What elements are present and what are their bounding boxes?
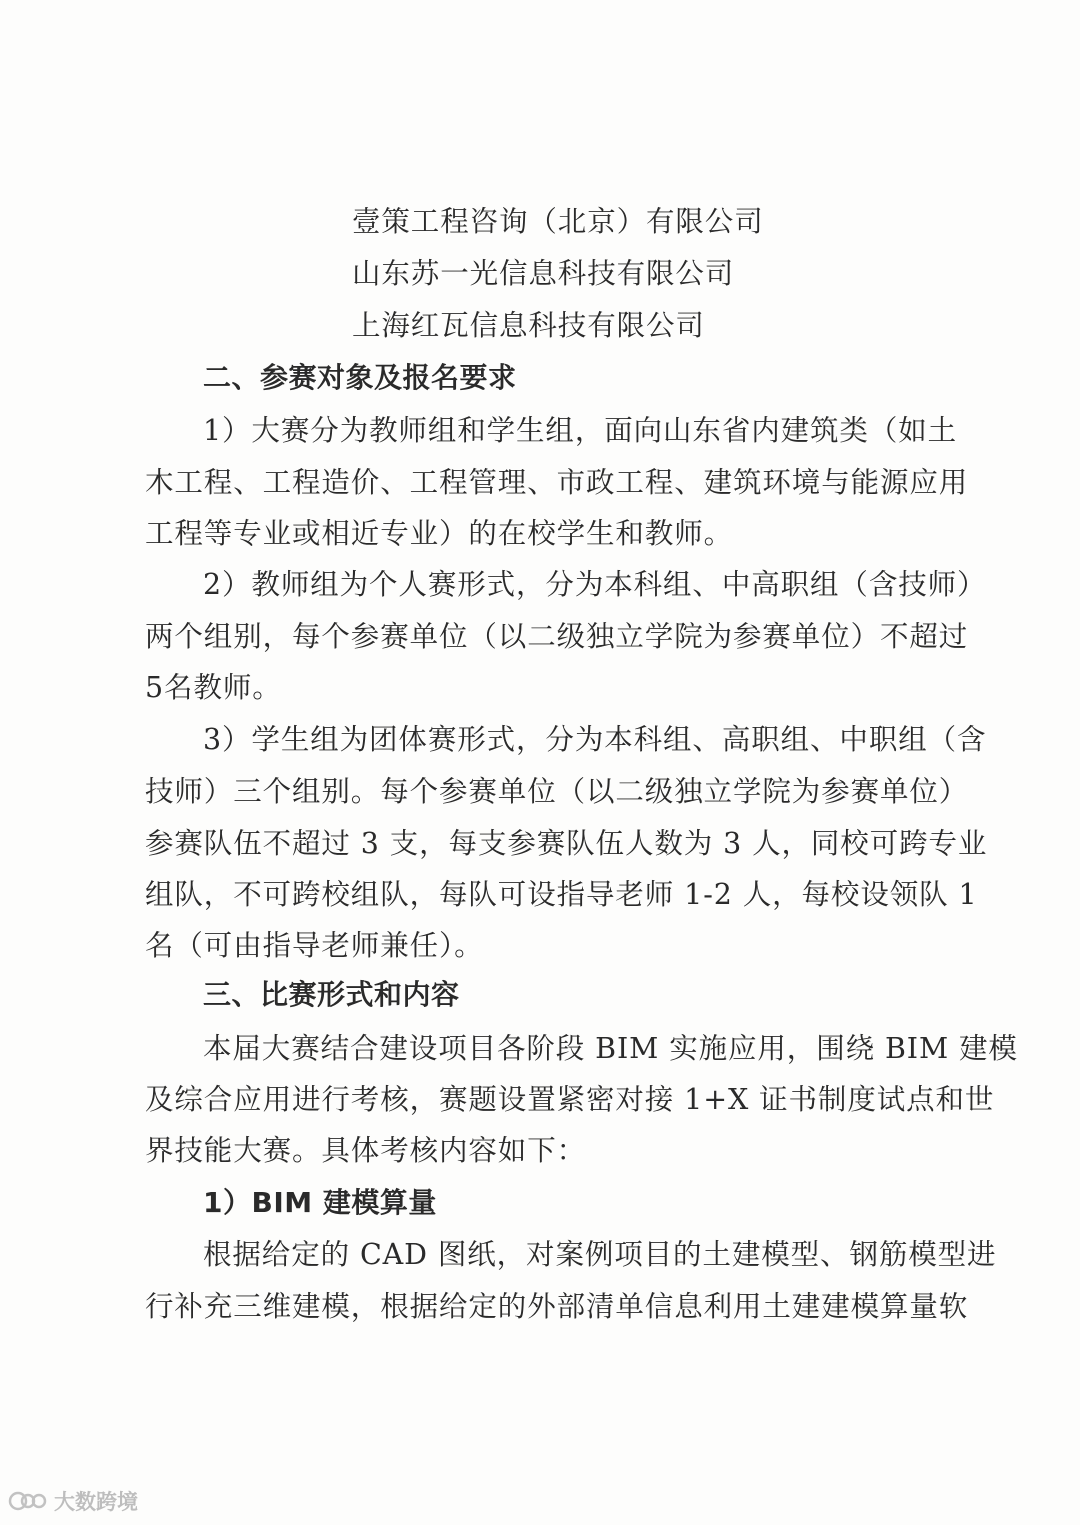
paragraph-line: 界技能大赛。具体考核内容如下：: [145, 1134, 587, 1167]
paragraph-line: 名（可由指导老师兼任）。: [145, 929, 484, 962]
paragraph-line: 5名教师。: [145, 671, 282, 704]
paragraph-line: 3）学生组为团体赛形式，分为本科组、高职组、中职组（含: [203, 723, 987, 756]
paragraph-line: 本届大赛结合建设项目各阶段 BIM 实施应用，围绕 BIM 建模: [203, 1032, 1018, 1065]
paragraph-line: 2）教师组为个人赛形式，分为本科组、中高职组（含技师）: [203, 568, 987, 601]
watermark-logo-icon: [8, 1489, 48, 1513]
paragraph-line: 1）大赛分为教师组和学生组，面向山东省内建筑类（如土: [203, 414, 958, 447]
company-name: 上海红瓦信息科技有限公司: [352, 309, 705, 342]
section-heading: 二、参赛对象及报名要求: [203, 361, 517, 394]
paragraph-line: 工程等专业或相近专业）的在校学生和教师。: [145, 517, 734, 550]
company-name: 壹策工程咨询（北京）有限公司: [352, 205, 764, 238]
company-name: 山东苏一光信息科技有限公司: [352, 257, 735, 290]
paragraph-line: 行补充三维建模，根据给定的外部清单信息利用土建建模算量软: [145, 1290, 969, 1323]
paragraph-line: 根据给定的 CAD 图纸，对案例项目的土建模型、钢筋模型进: [203, 1238, 997, 1271]
paragraph-line: 参赛队伍不超过 3 支，每支参赛队伍人数为 3 人，同校可跨专业: [145, 827, 988, 860]
paragraph-line: 组队，不可跨校组队，每队可设指导老师 1-2 人，每校设领队 1: [145, 878, 978, 911]
section-heading: 三、比赛形式和内容: [203, 978, 460, 1011]
watermark: [8, 1486, 138, 1516]
subsection-heading: 1）BIM 建模算量: [203, 1186, 437, 1219]
paragraph-line: 木工程、工程造价、工程管理、市政工程、建筑环境与能源应用: [145, 466, 969, 499]
watermark-text: 大数跨境: [54, 1490, 138, 1514]
paragraph-line: 及综合应用进行考核，赛题设置紧密对接 1+X 证书制度试点和世: [145, 1083, 995, 1116]
paragraph-line: 技师）三个组别。每个参赛单位（以二级独立学院为参赛单位）: [145, 775, 969, 808]
paragraph-line: 两个组别，每个参赛单位（以二级独立学院为参赛单位）不超过: [145, 620, 969, 653]
